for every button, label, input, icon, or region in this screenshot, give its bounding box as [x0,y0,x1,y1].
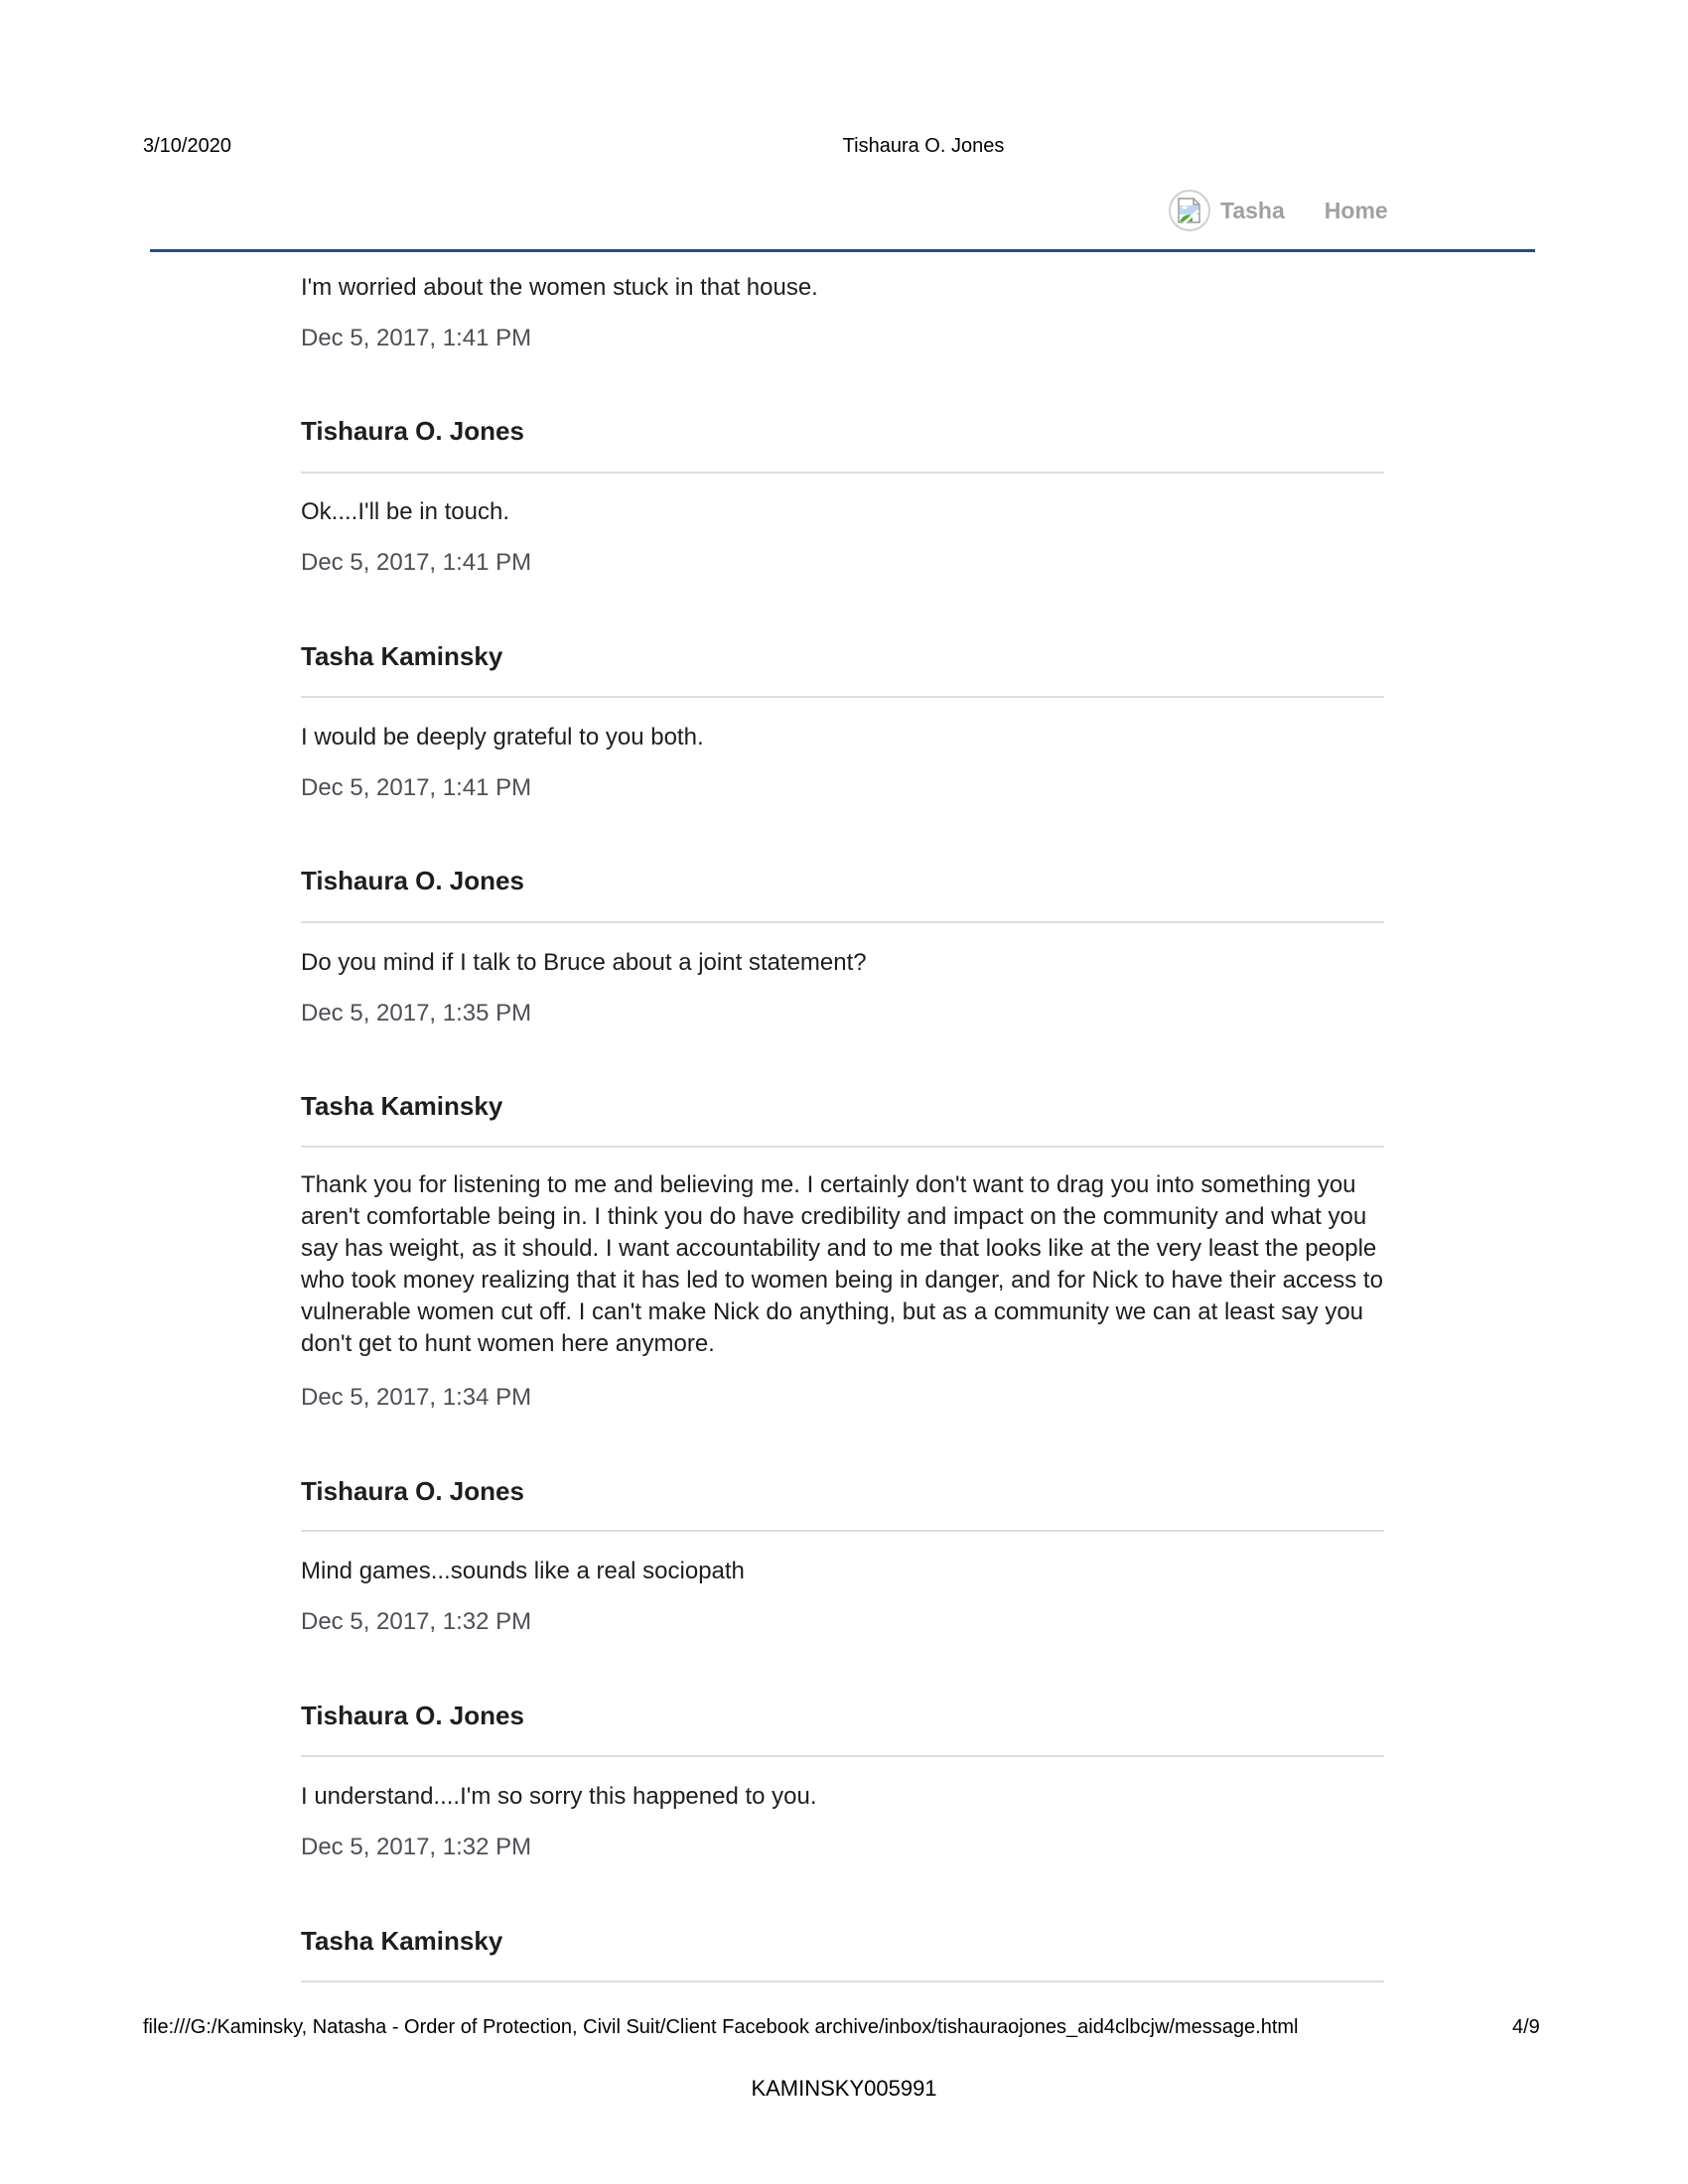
message-text: Mind games...sounds like a real sociopath [301,1558,745,1584]
print-page-number: 4/9 [1512,2016,1540,2038]
avatar[interactable] [1169,190,1210,231]
message-sender: Tasha Kaminsky [301,1091,503,1121]
message-divider [301,921,1384,923]
message-divider [301,1146,1384,1148]
message-text: I understand....I'm so sorry this happened to you. [301,1783,817,1810]
top-nav [1169,188,1388,233]
broken-image-icon [1175,196,1204,225]
message-divider [301,1755,1384,1757]
message-text: I would be deeply grateful to you both. [301,724,704,751]
message-sender: Tishaura O. Jones [301,1476,524,1506]
print-footer-path: file:///G:/Kaminsky, Natasha - Order of Protection, Civil Suit/Client Facebook archive/inbox/tishauraojones_aid4clbcjw/message.html [143,2016,1299,2038]
message-sender: Tasha Kaminsky [301,1926,503,1956]
message-timestamp: Dec 5, 2017, 1:41 PM [301,774,532,801]
message-timestamp: Dec 5, 2017, 1:41 PM [301,325,532,351]
print-title: Tishaura O. Jones [842,135,1005,157]
message-sender: Tishaura O. Jones [301,1701,524,1730]
message-text: Thank you for listening to me and believing me. I certainly don't want to drag you into something you aren't comfortable being in. I think you do have credibility and impact on the community and what you say has weight, as it should. I want accountability and to me that looks like at the very least the people who took money realizing that it has led to women being in danger, and for Nick to have their access to vulnerable women cut off. I can't make Nick do anything, but as a community we can at least say you don't get to hunt women here anymore. [301,1171,1383,1357]
message-divider [301,1980,1384,1982]
nav-profile-link[interactable]: Tasha [1220,197,1285,223]
message-text: Do you mind if I talk to Bruce about a joint statement? [301,949,867,976]
message-divider [301,696,1384,698]
message-timestamp: Dec 5, 2017, 1:32 PM [301,1608,532,1635]
print-date: 3/10/2020 [143,135,231,157]
header-rule [150,249,1535,252]
message-timestamp: Dec 5, 2017, 1:34 PM [301,1384,532,1411]
message-sender: Tasha Kaminsky [301,641,503,671]
message-sender: Tishaura O. Jones [301,866,524,895]
bates-number: KAMINSKY005991 [751,2076,937,2101]
message-timestamp: Dec 5, 2017, 1:35 PM [301,1000,532,1026]
message-text: I'm worried about the women stuck in that house. [301,274,818,301]
message-divider [301,1530,1384,1532]
message-timestamp: Dec 5, 2017, 1:32 PM [301,1834,532,1860]
message-text: Ok....I'll be in touch. [301,498,510,525]
message-timestamp: Dec 5, 2017, 1:41 PM [301,549,532,576]
nav-home-link[interactable]: Home [1324,197,1388,223]
message-divider [301,472,1384,474]
message-sender: Tishaura O. Jones [301,416,524,446]
